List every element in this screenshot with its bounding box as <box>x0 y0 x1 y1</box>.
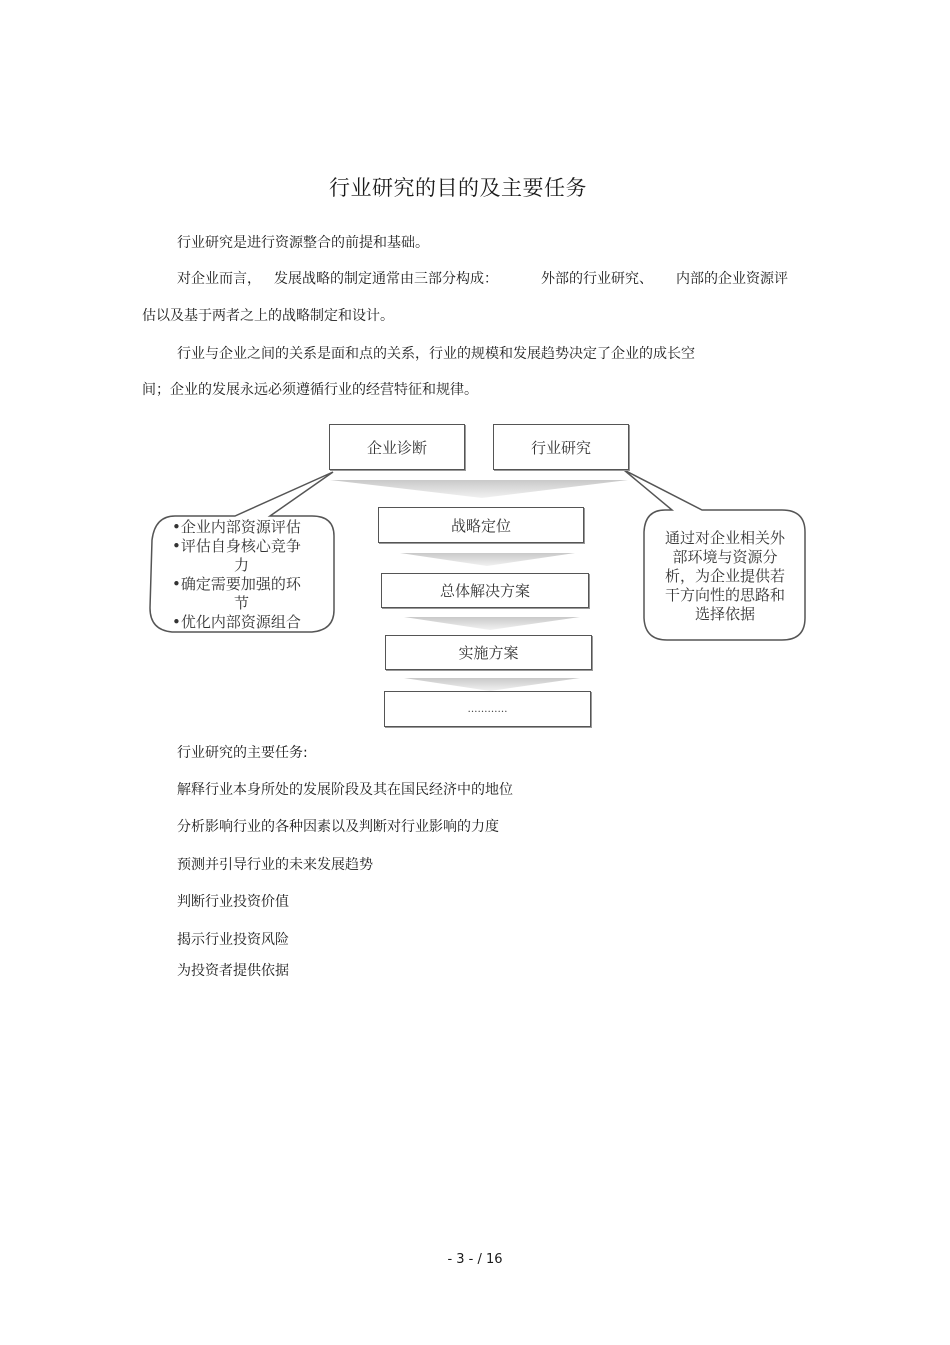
left-bubble-line: •优化内部资源组合 <box>172 613 301 631</box>
step-strategic-positioning: 战略定位 <box>378 507 584 543</box>
intro-paragraph-2-part-d: 内部的企业资源评 <box>676 271 788 287</box>
task-item: 分析影响行业的各种因素以及判断对行业影响的力度 <box>177 819 499 835</box>
funnel-arrow-1 <box>400 553 575 566</box>
intro-paragraph-3-continued: 间；企业的发展永远必须遵循行业的经营特征和规律。 <box>142 382 478 398</box>
funnel-arrow-2 <box>404 617 580 630</box>
right-bubble-line: 选择依据 <box>694 605 755 623</box>
left-bubble-line: •评估自身核心竞争 <box>172 537 301 555</box>
left-bubble-line: 节 <box>234 594 250 612</box>
intro-paragraph-2-part-c: 外部的行业研究、 <box>541 271 653 287</box>
right-bubble-text <box>650 529 800 624</box>
tasks-heading: 行业研究的主要任务: <box>177 745 308 761</box>
page-number: - 3 - / 16 <box>447 1252 503 1267</box>
task-item: 为投资者提供依据 <box>177 963 289 979</box>
right-bubble-line: 通过对企业相关外 <box>664 529 785 547</box>
funnel-arrow-main <box>330 480 628 498</box>
box-industry-research: 行业研究 <box>493 424 629 470</box>
task-item: 预测并引导行业的未来发展趋势 <box>177 857 373 873</box>
task-item: 揭示行业投资风险 <box>177 932 289 948</box>
left-bubble-text <box>172 518 301 632</box>
page-title: 行业研究的目的及主要任务 <box>329 176 587 200</box>
box-enterprise-diagnosis: 企业诊断 <box>329 424 465 470</box>
left-bubble-line: •确定需要加强的环 <box>172 575 301 593</box>
task-item: 解释行业本身所处的发展阶段及其在国民经济中的地位 <box>177 782 513 798</box>
intro-paragraph-2-continued: 估以及基于两者之上的战略制定和设计。 <box>142 308 394 324</box>
right-bubble-line: 干方向性的思路和 <box>664 586 785 604</box>
intro-paragraph-2-part-a: 对企业而言， <box>177 271 261 287</box>
task-item: 判断行业投资价值 <box>177 894 289 910</box>
left-bubble-line: 力 <box>234 556 250 574</box>
step-overall-solution: 总体解决方案 <box>381 573 589 608</box>
intro-paragraph-3: 行业与企业之间的关系是面和点的关系，行业的规模和发展趋势决定了企业的成长空 <box>177 346 695 362</box>
left-bubble-line: •企业内部资源评估 <box>172 518 301 536</box>
intro-paragraph-2-part-b: 发展战略的制定通常由三部分构成： <box>274 271 498 287</box>
step-ellipsis: ………… <box>384 691 591 727</box>
right-bubble-line: 部环境与资源分 <box>672 548 778 566</box>
funnel-arrow-3 <box>404 678 580 691</box>
right-bubble-line: 析，为企业提供若 <box>664 567 785 585</box>
intro-paragraph-1: 行业研究是进行资源整合的前提和基础。 <box>177 235 429 251</box>
step-implementation-plan: 实施方案 <box>385 635 592 670</box>
